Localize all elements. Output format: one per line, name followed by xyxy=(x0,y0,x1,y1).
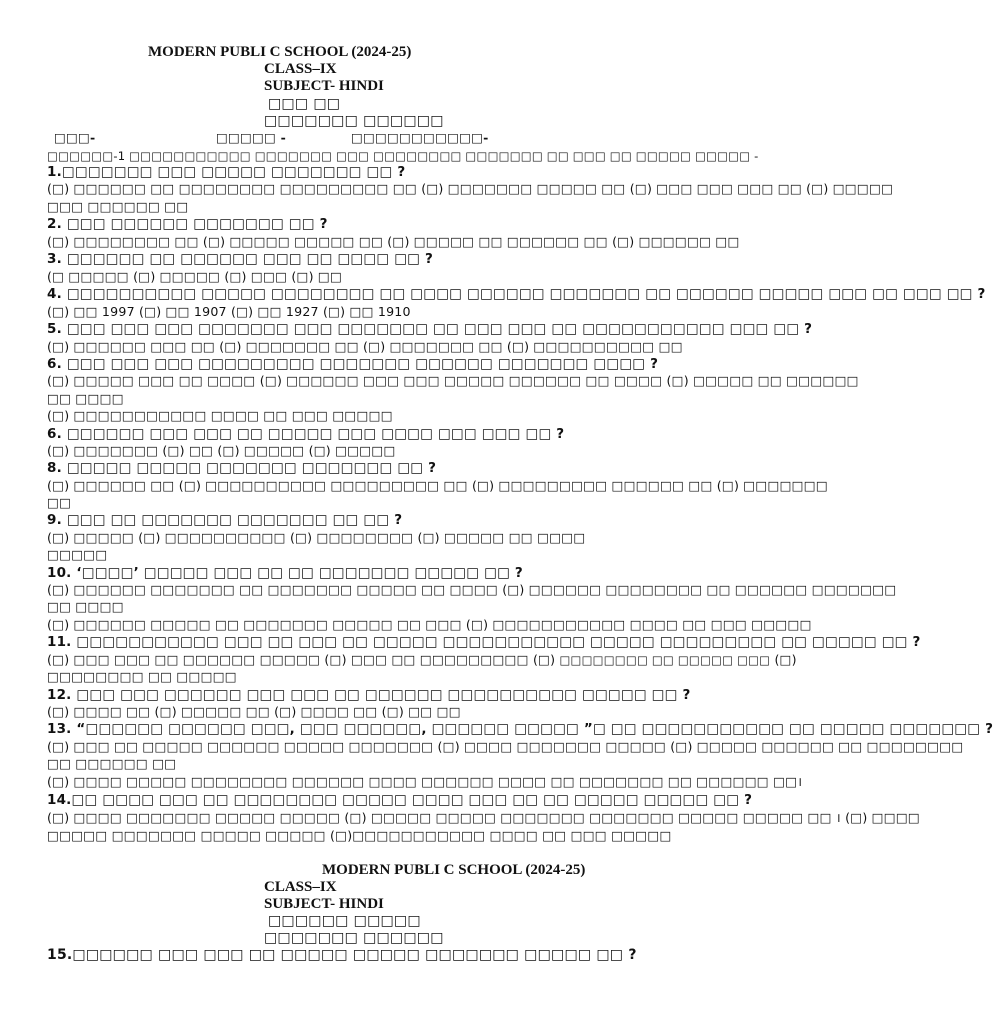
question-line: 13. “□□□□□□ □□□□□□ □□□, □□□ □□□□□□, □□□□□□ □□□□□ ”□ □□ □□□□□□□□□□□ □□ □□□□□ □□□□□□□ ? xyxy=(47,721,993,737)
option-line: (□) □□ 1997 (□) □□ 1907 (□) □□ 1927 (□) □□ 1910 xyxy=(47,304,411,319)
question-line: 5. □□□ □□□ □□□ □□□□□□□ □□□ □□□□□□□ □□ □□□ □□□ □□ □□□□□□□□□□□ □□□ □□ ? xyxy=(47,321,813,337)
question-line: 8. □□□□□ □□□□□ □□□□□□□ □□□□□□□ □□ ? xyxy=(47,460,437,476)
option-line: □□ □□□□ xyxy=(47,599,124,614)
section-field-label: □□□□□ - xyxy=(216,130,286,145)
footer-class-label: CLASS–IX xyxy=(264,879,337,895)
option-line: (□) □□□□□□ □□ □□□□□□□□ □□□□□□□□□ □□ (□) □□□□□□□ □□□□□ □□ (□) □□□ □□□ □□□ □□ (□) □□□□□ xyxy=(47,181,894,196)
subject-label: SUBJECT- HINDI xyxy=(264,78,384,94)
worksheet-title: □□□□□□□ □□□□□□ xyxy=(264,113,444,129)
instructions: □□□□□□-1 □□□□□□□□□□□ □□□□□□□ □□□ □□□□□□□□ □□□□□□□ □□ □□□ □□ □□□□□ □□□□□ - xyxy=(47,149,759,163)
option-line: (□) □□□□ □□ (□) □□□□□ □□ (□) □□□□ □□ (□) □□ □□ xyxy=(47,704,461,719)
footer-school-name: MODERN PUBLI C SCHOOL (2024-25) xyxy=(322,862,586,878)
question-line: 12. □□□ □□□ □□□□□□ □□□ □□□ □□ □□□□□□ □□□□□□□□□□ □□□□□ □□ ? xyxy=(47,687,691,703)
option-line: (□) □□□□□□ □□ (□) □□□□□□□□□□ □□□□□□□□□ □□ (□) □□□□□□□□□ □□□□□□ □□ (□) □□□□□□□ xyxy=(47,478,828,493)
question-line: 4. □□□□□□□□□□ □□□□□ □□□□□□□□ □□ □□□□ □□□□□□ □□□□□□□ □□ □□□□□□ □□□□□ □□□ □□ □□□ □□ ? xyxy=(47,286,986,302)
option-line: (□) □□□□ □□□□□ □□□□□□□□ □□□□□□ □□□□ □□□□□□ □□□□ □□ □□□□□□□ □□ □□□□□□ □□। xyxy=(47,774,803,789)
option-line: (□) □□□□□□□□□□□ □□□□ □□ □□□ □□□□□ xyxy=(47,408,393,423)
name-field-label: □□□- xyxy=(54,130,96,145)
question-15: 15.□□□□□□ □□□ □□□ □□ □□□□□ □□□□□ □□□□□□□ □□□□□ □□ ? xyxy=(47,947,637,963)
option-line: □□□□□ xyxy=(47,547,108,562)
option-line: (□) □□□□□□□ (□) □□ (□) □□□□□ (□) □□□□□ xyxy=(47,443,396,458)
question-line: 14.□□ □□□□ □□□ □□ □□□□□□□□ □□□□□ □□□□ □□□ □□ □□ □□□□□ □□□□□ □□ ? xyxy=(47,792,753,808)
option-line: (□) □□□□□ □□□ □□ □□□□ (□) □□□□□□ □□□ □□□ □□□□□ □□□□□□ □□ □□□□ (□) □□□□□ □□ □□□□□□ xyxy=(47,373,859,388)
question-line: 11. □□□□□□□□□□□ □□□ □□ □□□ □□ □□□□□ □□□□□□□□□□□ □□□□□ □□□□□□□□□ □□ □□□□□ □□ ? xyxy=(47,634,921,650)
question-line: 1.□□□□□□□ □□□ □□□□□ □□□□□□□ □□ ? xyxy=(47,164,406,180)
option-line: (□ □□□□□ (□) □□□□□ (□) □□□ (□) □□ xyxy=(47,269,343,284)
question-line: 2. □□□ □□□□□□ □□□□□□□ □□ ? xyxy=(47,216,328,232)
chapter-title: □□□ □□ xyxy=(268,96,341,112)
option-line: □□□□□ □□□□□□□ □□□□□ □□□□□ (□)□□□□□□□□□□□ □□□□ □□ □□□ □□□□□ xyxy=(47,828,672,843)
question-line: 9. □□□ □□ □□□□□□□ □□□□□□□ □□ □□ ? xyxy=(47,512,403,528)
option-line: (□) □□□□□□ □□□□□□□ □□ □□□□□□□ □□□□□ □□ □□□□ (□) □□□□□□ □□□□□□□□ □□ □□□□□□ □□□□□□□ xyxy=(47,582,897,597)
option-line: (□) □□□□□□ □□□ □□ (□) □□□□□□□ □□ (□) □□□□□□□ □□ (□) □□□□□□□□□□ □□ xyxy=(47,339,683,354)
option-line: □□□ □□□□□□ □□ xyxy=(47,199,189,214)
option-line: □□□□□□□□ □□ □□□□□ xyxy=(47,669,237,684)
school-name: MODERN PUBLI C SCHOOL (2024-25) xyxy=(148,44,412,60)
question-line: 6. □□□□□□ □□□ □□□ □□ □□□□□ □□□ □□□□ □□□ □□□ □□ ? xyxy=(47,426,565,442)
class-label: CLASS–IX xyxy=(264,61,337,77)
option-line: (□) □□□□□ (□) □□□□□□□□□□ (□) □□□□□□□□ (□) □□□□□ □□ □□□□ xyxy=(47,530,586,545)
option-line: (□) □□□□ □□□□□□□ □□□□□ □□□□□ (□) □□□□□ □□□□□ □□□□□□□ □□□□□□□ □□□□□ □□□□□ □□ । (□) □□□□ xyxy=(47,810,921,825)
footer-subject-label: SUBJECT- HINDI xyxy=(264,896,384,912)
rollno-field-label: □□□□□□□□□□□- xyxy=(351,130,489,145)
footer-worksheet-title: □□□□□□□ □□□□□□ xyxy=(264,930,444,946)
footer-chapter-title: □□□□□□ □□□□□ xyxy=(268,913,421,929)
question-line: 10. ‘□□□□’ □□□□□ □□□ □□ □□ □□□□□□□ □□□□□ □□ ? xyxy=(47,565,523,581)
option-line: (□) □□□ □□□ □□ □□□□□□ □□□□□ (□) □□□ □□ □□□□□□□□□ (□) □□□□□□□□ □□ □□□□□ □□□ (□) xyxy=(47,652,797,667)
option-line: (□) □□□□□□ □□□□□ □□ □□□□□□□ □□□□□ □□ □□□ (□) □□□□□□□□□□□ □□□□ □□ □□□ □□□□□ xyxy=(47,617,812,632)
option-line: (□) □□□ □□ □□□□□ □□□□□□ □□□□□ □□□□□□□ (□) □□□□ □□□□□□□ □□□□□ (□) □□□□□ □□□□□□ □□ □□□□□□□□ xyxy=(47,739,964,754)
question-line: 3. □□□□□□ □□ □□□□□□ □□□ □□ □□□□ □□ ? xyxy=(47,251,434,267)
option-line: □□ xyxy=(47,495,72,510)
question-line: 6. □□□ □□□ □□□ □□□□□□□□□ □□□□□□□ □□□□□□ □□□□□□□ □□□□ ? xyxy=(47,356,659,372)
option-line: □□ □□□□□□ □□ xyxy=(47,756,177,771)
option-line: □□ □□□□ xyxy=(47,391,124,406)
option-line: (□) □□□□□□□□ □□ (□) □□□□□ □□□□□ □□ (□) □□□□□ □□ □□□□□□ □□ (□) □□□□□□ □□ xyxy=(47,234,740,249)
small-option-text: □□□□□□□□ □□ □□□□□ □□□ xyxy=(559,653,771,667)
